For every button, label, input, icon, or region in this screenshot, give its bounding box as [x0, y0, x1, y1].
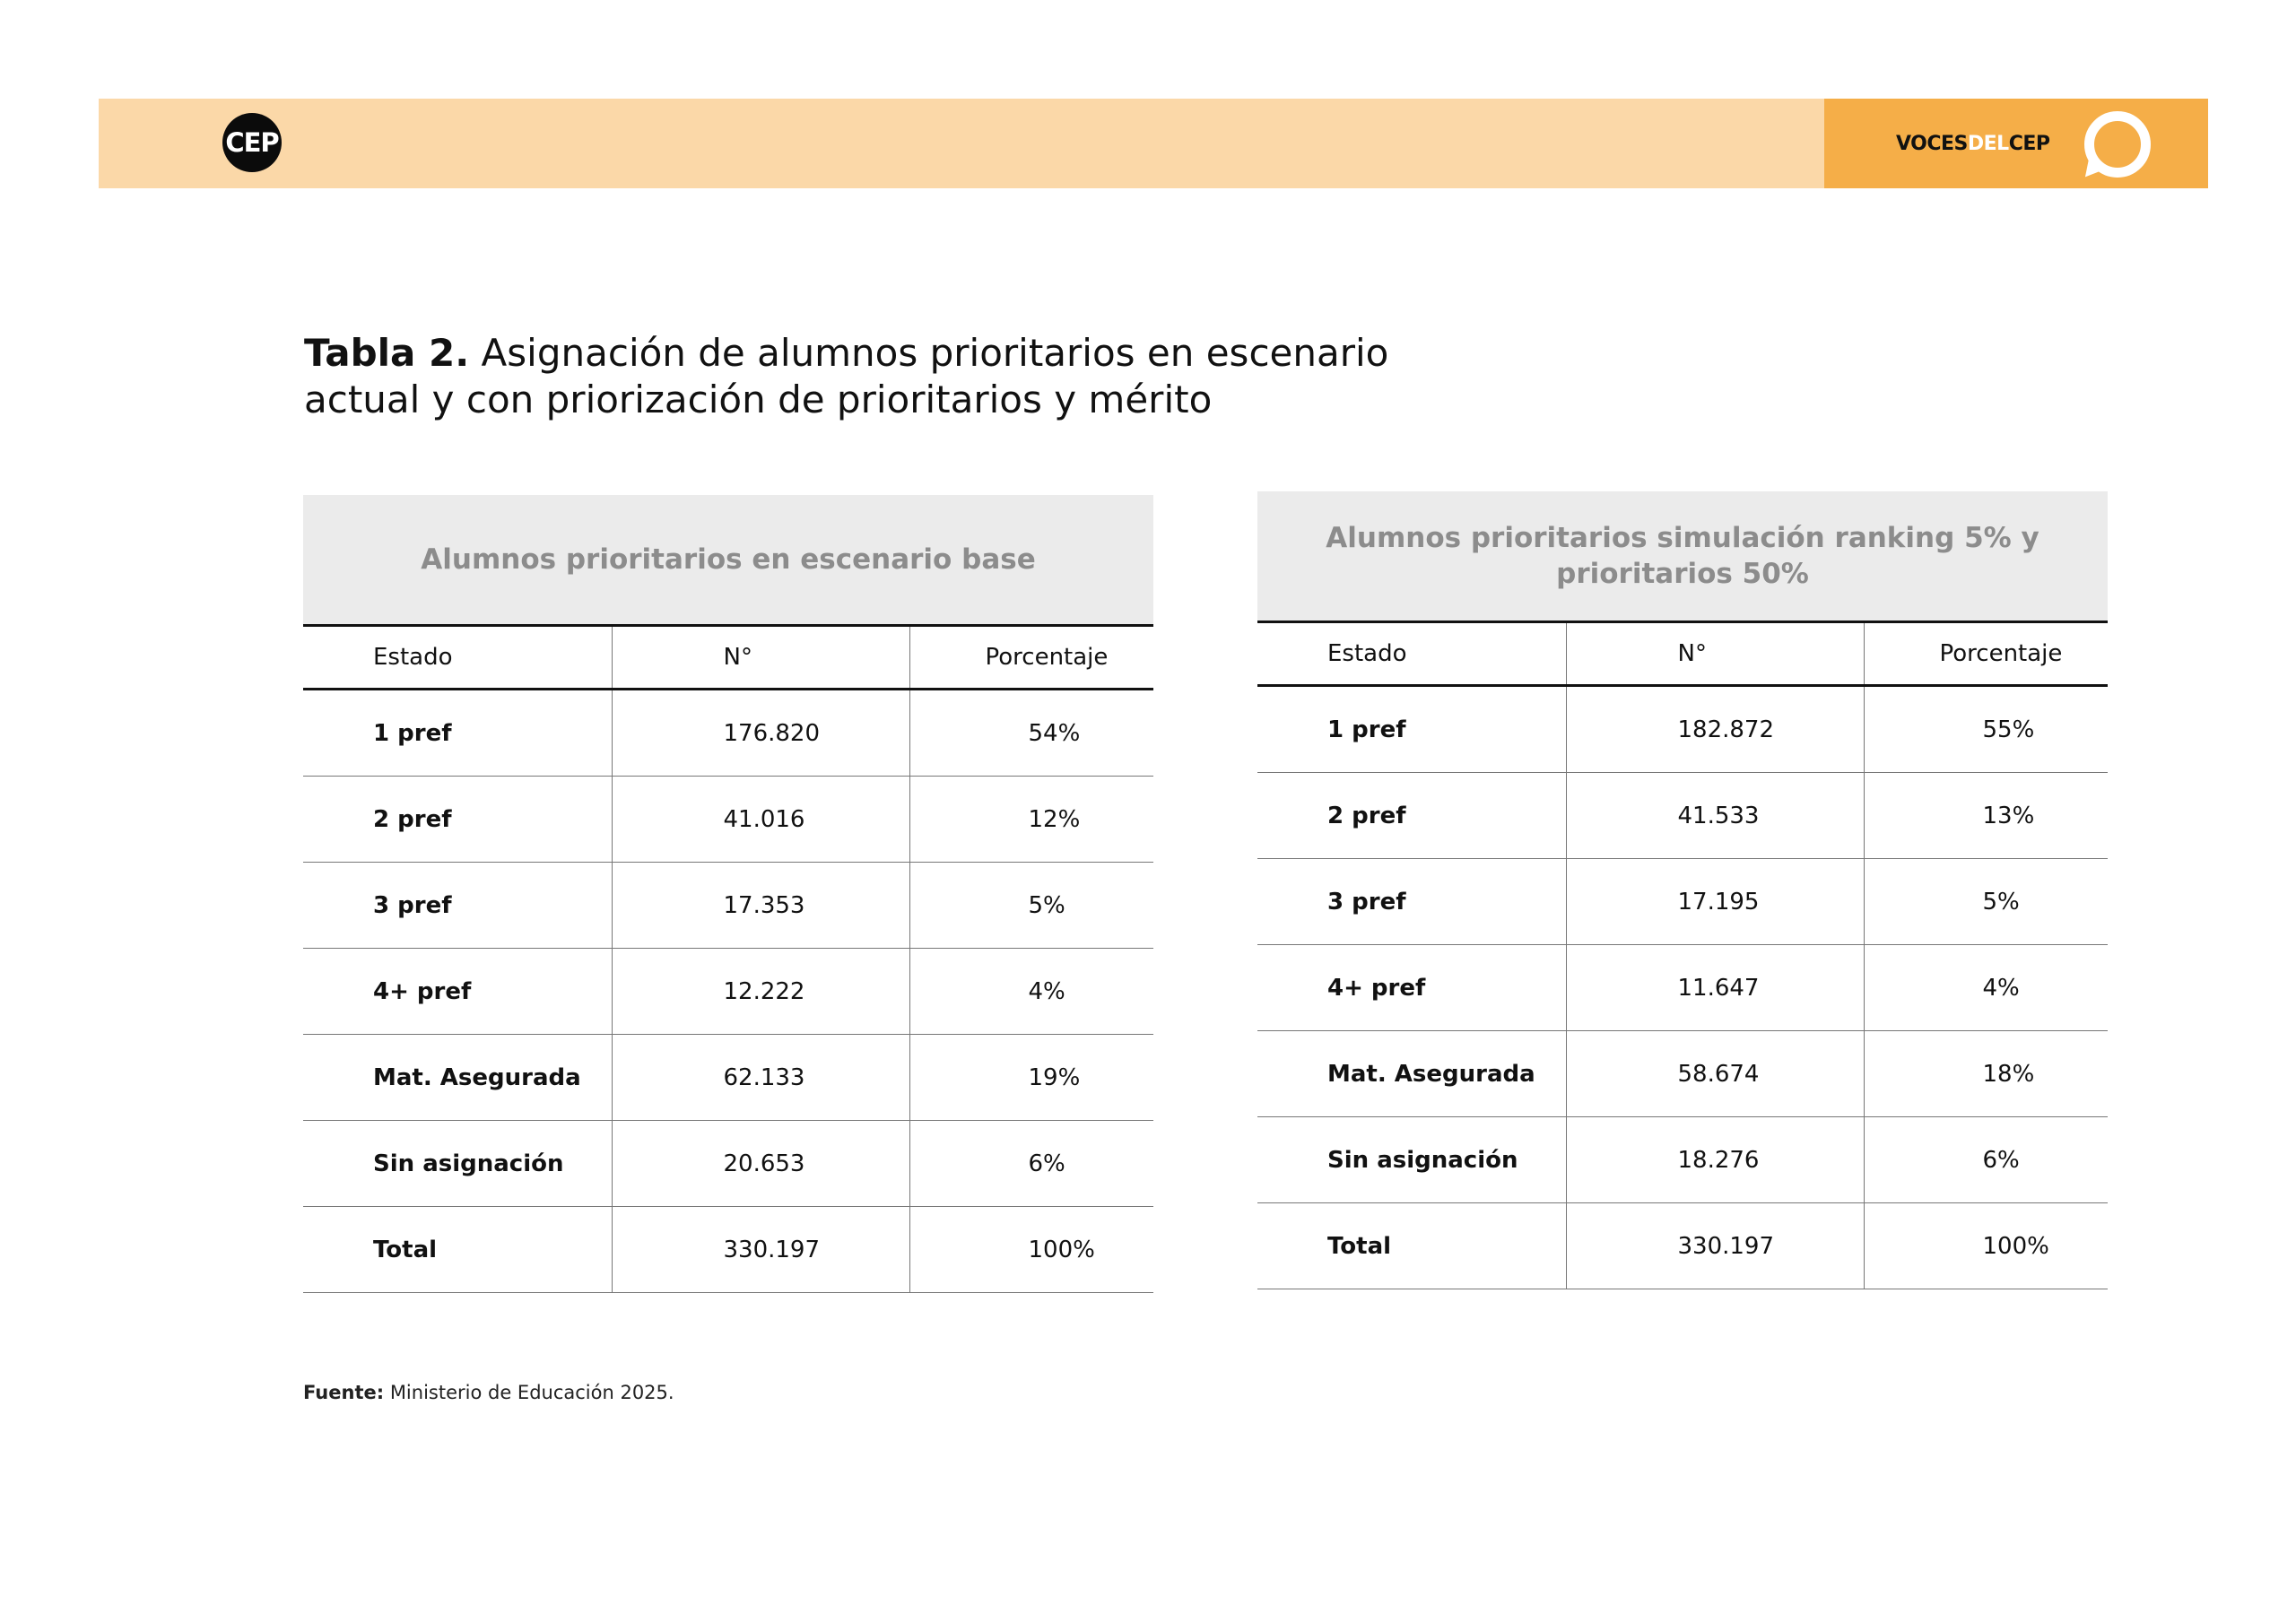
table-row — [1257, 859, 2108, 945]
count-cell: 17.195 — [1566, 859, 1864, 945]
table-row — [303, 949, 1153, 1035]
table-row — [1257, 1031, 2108, 1117]
data-table — [303, 624, 1153, 1293]
table-row — [303, 690, 1153, 777]
count-cell: 12.222 — [612, 949, 909, 1035]
voces-del-cep-logo — [1896, 133, 2050, 155]
source-label: Fuente: — [303, 1382, 385, 1403]
row-label: Sin asignación — [303, 1121, 612, 1207]
percentage-cell: 4% — [1864, 945, 2108, 1031]
header-row — [1257, 622, 2108, 686]
table-row — [1257, 1117, 2108, 1203]
table-row — [303, 863, 1153, 949]
count-cell: 11.647 — [1566, 945, 1864, 1031]
count-cell: 18.276 — [1566, 1117, 1864, 1203]
source-note — [303, 1382, 674, 1403]
table-title-label: Tabla 2. — [304, 331, 470, 375]
row-label: 4+ pref — [303, 949, 612, 1035]
header-row — [303, 626, 1153, 690]
row-label: 4+ pref — [1257, 945, 1566, 1031]
count-cell: 176.820 — [612, 690, 909, 777]
row-label: Total — [1257, 1203, 1566, 1289]
count-cell: 330.197 — [1566, 1203, 1864, 1289]
source-text: Ministerio de Educación 2025. — [389, 1382, 674, 1403]
percentage-cell: 5% — [909, 863, 1153, 949]
brand-voces: VOCES — [1896, 133, 1968, 155]
column-header-porcentaje: Porcentaje — [909, 626, 1153, 690]
percentage-cell: 19% — [909, 1035, 1153, 1121]
count-cell: 41.533 — [1566, 773, 1864, 859]
row-label: 3 pref — [303, 863, 612, 949]
brand-cep: CEP — [2008, 133, 2050, 155]
count-cell: 41.016 — [612, 777, 909, 863]
table-row-total — [303, 1207, 1153, 1293]
table-title — [304, 330, 1470, 423]
count-cell: 62.133 — [612, 1035, 909, 1121]
percentage-cell: 5% — [1864, 859, 2108, 945]
percentage-cell: 18% — [1864, 1031, 2108, 1117]
voces-del-cep-banner — [1824, 99, 2208, 188]
percentage-cell: 100% — [1864, 1203, 2108, 1289]
table-simulation-scenario — [1257, 491, 2108, 1289]
column-header-estado: Estado — [1257, 622, 1566, 686]
table-row — [1257, 945, 2108, 1031]
column-header-n: N° — [612, 626, 909, 690]
table-caption: Alumnos prioritarios simulación ranking 5% y prioritarios 50% — [1257, 491, 2108, 621]
percentage-cell: 55% — [1864, 686, 2108, 773]
table-title-text: Asignación de alumnos prioritarios en escenario actual y con priorización de prioritarios y mérito — [304, 331, 1389, 421]
cep-logo: CEP — [222, 113, 282, 172]
percentage-cell: 12% — [909, 777, 1153, 863]
column-header-estado: Estado — [303, 626, 612, 690]
table-base-scenario — [303, 495, 1153, 1293]
table-row — [1257, 773, 2108, 859]
column-header-n: N° — [1566, 622, 1864, 686]
table-caption: Alumnos prioritarios en escenario base — [303, 495, 1153, 624]
count-cell: 20.653 — [612, 1121, 909, 1207]
column-header-porcentaje: Porcentaje — [1864, 622, 2108, 686]
count-cell: 58.674 — [1566, 1031, 1864, 1117]
count-cell: 330.197 — [612, 1207, 909, 1293]
table-row — [303, 1121, 1153, 1207]
percentage-cell: 4% — [909, 949, 1153, 1035]
row-label: Mat. Asegurada — [303, 1035, 612, 1121]
percentage-cell: 54% — [909, 690, 1153, 777]
brand-del: DEL — [1967, 133, 2009, 155]
percentage-cell: 6% — [909, 1121, 1153, 1207]
row-label: 2 pref — [1257, 773, 1566, 859]
table-row — [303, 1035, 1153, 1121]
row-label: 3 pref — [1257, 859, 1566, 945]
row-label: Total — [303, 1207, 612, 1293]
table-row — [303, 777, 1153, 863]
row-label: 1 pref — [303, 690, 612, 777]
percentage-cell: 13% — [1864, 773, 2108, 859]
row-label: 1 pref — [1257, 686, 1566, 773]
count-cell: 182.872 — [1566, 686, 1864, 773]
percentage-cell: 100% — [909, 1207, 1153, 1293]
row-label: Mat. Asegurada — [1257, 1031, 1566, 1117]
table-row — [1257, 686, 2108, 773]
percentage-cell: 6% — [1864, 1117, 2108, 1203]
table-row-total — [1257, 1203, 2108, 1289]
data-table — [1257, 621, 2108, 1289]
header-bar — [99, 99, 2208, 188]
row-label: 2 pref — [303, 777, 612, 863]
row-label: Sin asignación — [1257, 1117, 1566, 1203]
count-cell: 17.353 — [612, 863, 909, 949]
